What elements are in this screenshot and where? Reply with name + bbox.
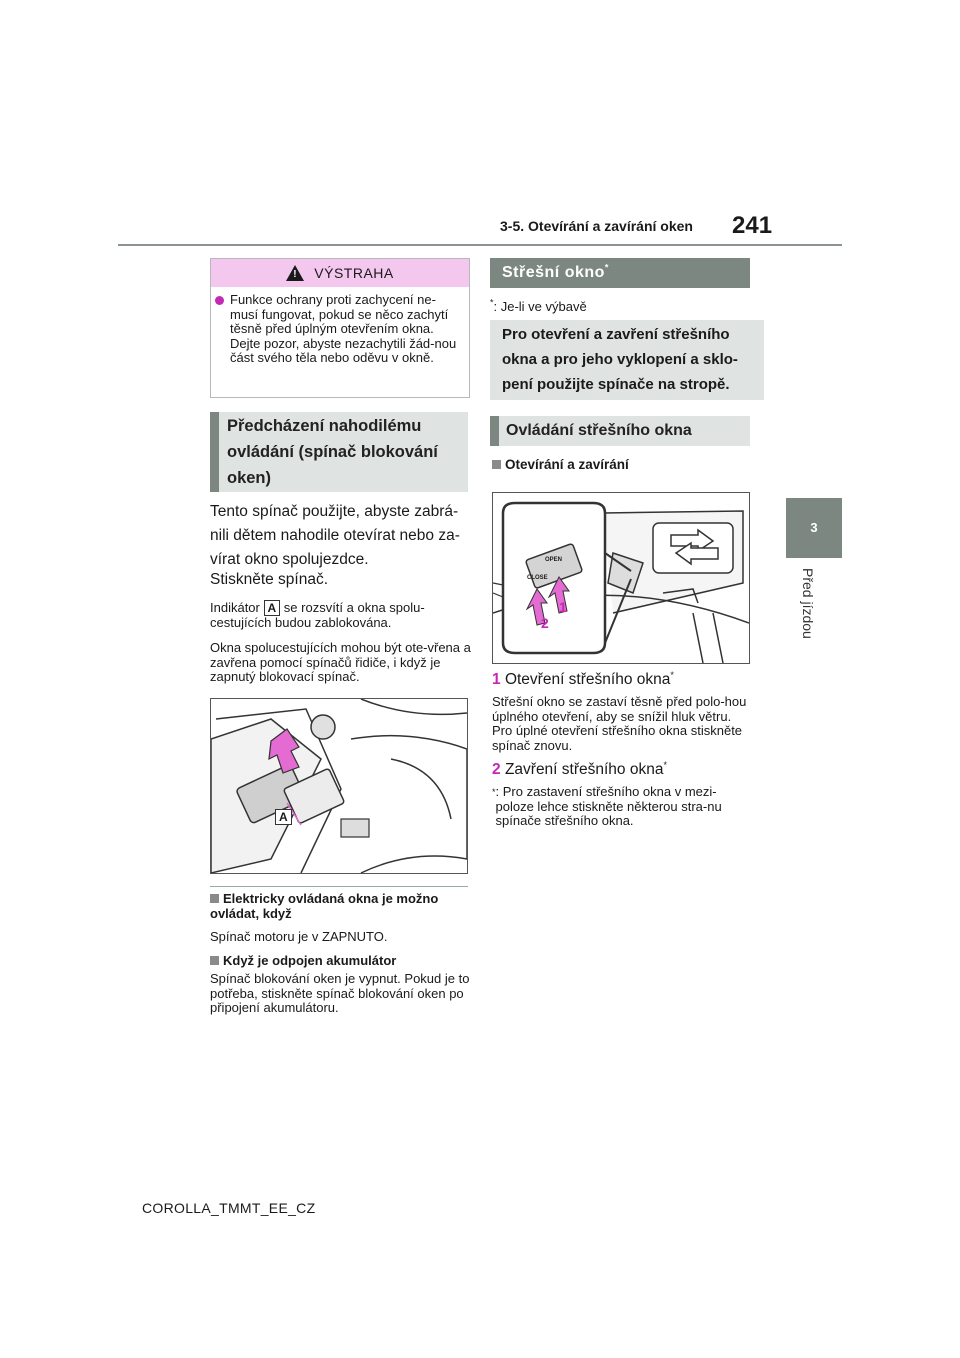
warning-text: Funkce ochrany proti zachycení ne-musí fungovat, pokud se něco zachytí těsně před úplným otevřením okna. Dejte pozor, abyste nezachytili žád-nou část svého těla nebo oděvu v okně. xyxy=(230,292,457,365)
bullet-icon xyxy=(215,296,224,305)
figure-switch-close-label: CLOSE xyxy=(527,575,548,581)
subsection-akumulator-title: Když je odpojen akumulátor xyxy=(223,953,397,968)
subsection-elektricky xyxy=(210,892,472,921)
heading-sunroof-text: Střešní okno xyxy=(502,264,605,281)
figure-switch-open-label: OPEN xyxy=(545,557,563,563)
window-lock-illustration xyxy=(211,699,467,873)
intro-text: Tento spínač použijte, abyste zabrá-nili dětem nahodile otevírat nebo za-vírat okno spolujezdce. xyxy=(210,503,460,568)
step-2-mark: * xyxy=(663,759,667,770)
heading-window-lock: Předcházení nahodilému ovládání (spínač blokování oken) xyxy=(210,412,468,492)
indicator-suffix: se rozsvítí a okna spolu-cestujících budou zablokována. xyxy=(210,600,425,630)
heading-sunroof-mark: * xyxy=(604,262,609,273)
step-2-note-mark: * xyxy=(492,787,496,797)
sunroof-info-box: Pro otevření a zavření střešního okna a pro jeho vyklopení a sklo-pení použijte spínače na stropě. xyxy=(490,320,764,400)
square-bullet-icon xyxy=(492,460,501,469)
step-1-text: Střešní okno se zastaví těsně před polo-hou úplného otevření, aby se snížil hluk větru. Pro úplné otevření střešního okna stiskněte spínač znovu. xyxy=(492,694,747,753)
step-2-note-text: : Pro zastavení střešního okna v mezi-poloze lehce stiskněte některou stra-nu spínače střešního okna. xyxy=(495,784,722,828)
step-1-heading xyxy=(492,668,754,692)
step-2-note xyxy=(492,785,754,829)
chapter-tab: 3 xyxy=(786,498,842,558)
indicator-prefix: Indikátor xyxy=(210,600,260,615)
chapter-label: Před jízdou xyxy=(800,568,816,639)
step-2-heading xyxy=(492,758,754,782)
square-bullet-icon xyxy=(210,956,219,965)
section-divider xyxy=(210,886,468,887)
subsection-akumulator xyxy=(210,954,472,969)
instruction-text: Stiskněte spínač. xyxy=(210,571,329,588)
indicator-text xyxy=(210,600,472,631)
section-title: 3-5. Otevírání a zavírání oken xyxy=(500,218,693,234)
subsection-akumulator-text: Spínač blokování oken je vypnut. Pokud je to potřeba, stiskněte spínač blokování oken po připojení akumulátoru. xyxy=(210,971,470,1015)
heading-sunroof-control: Ovládání střešního okna xyxy=(490,416,750,446)
subtopic-open-close xyxy=(492,458,629,473)
heading-sunroof xyxy=(490,258,750,288)
warning-body xyxy=(211,287,469,366)
footnote xyxy=(490,297,587,315)
step-2-number: 2 xyxy=(492,761,501,778)
indicator-label: A xyxy=(264,600,281,616)
warning-triangle-icon: ! xyxy=(286,265,304,281)
step-1-mark: * xyxy=(670,669,674,680)
footnote-text: : Je-li ve výbavě xyxy=(493,299,587,314)
step-1-number: 1 xyxy=(492,671,501,688)
sunroof-switch-figure xyxy=(492,492,750,664)
subsection-elektricky-title: Elektricky ovládaná okna je možno ovládat, když xyxy=(210,891,439,921)
header-rule xyxy=(118,244,842,246)
warning-box xyxy=(210,258,470,398)
figure-label-a: A xyxy=(275,809,292,825)
step-2-title: Zavření střešního okna xyxy=(504,761,664,778)
subtopic-title: Otevírání a zavírání xyxy=(505,457,629,472)
warning-header xyxy=(211,259,469,287)
page-number: 241 xyxy=(732,212,773,239)
subsection-elektricky-text: Spínač motoru je v ZAPNUTO. xyxy=(210,929,388,944)
step-1-title: Otevření střešního okna xyxy=(504,671,671,688)
figure-number-2: 2 xyxy=(541,615,549,631)
window-lock-figure xyxy=(210,698,468,874)
figure-number-1: 1 xyxy=(559,599,567,615)
note-text: Okna spolucestujících mohou být ote-vřena a zavřena pomocí spínačů řidiče, i když je zapnutý blokovací spínač. xyxy=(210,640,471,684)
document-code: COROLLA_TMMT_EE_CZ xyxy=(142,1200,316,1216)
footnote-mark: * xyxy=(490,297,494,308)
warning-title: VÝSTRAHA xyxy=(314,265,394,281)
square-bullet-icon xyxy=(210,894,219,903)
